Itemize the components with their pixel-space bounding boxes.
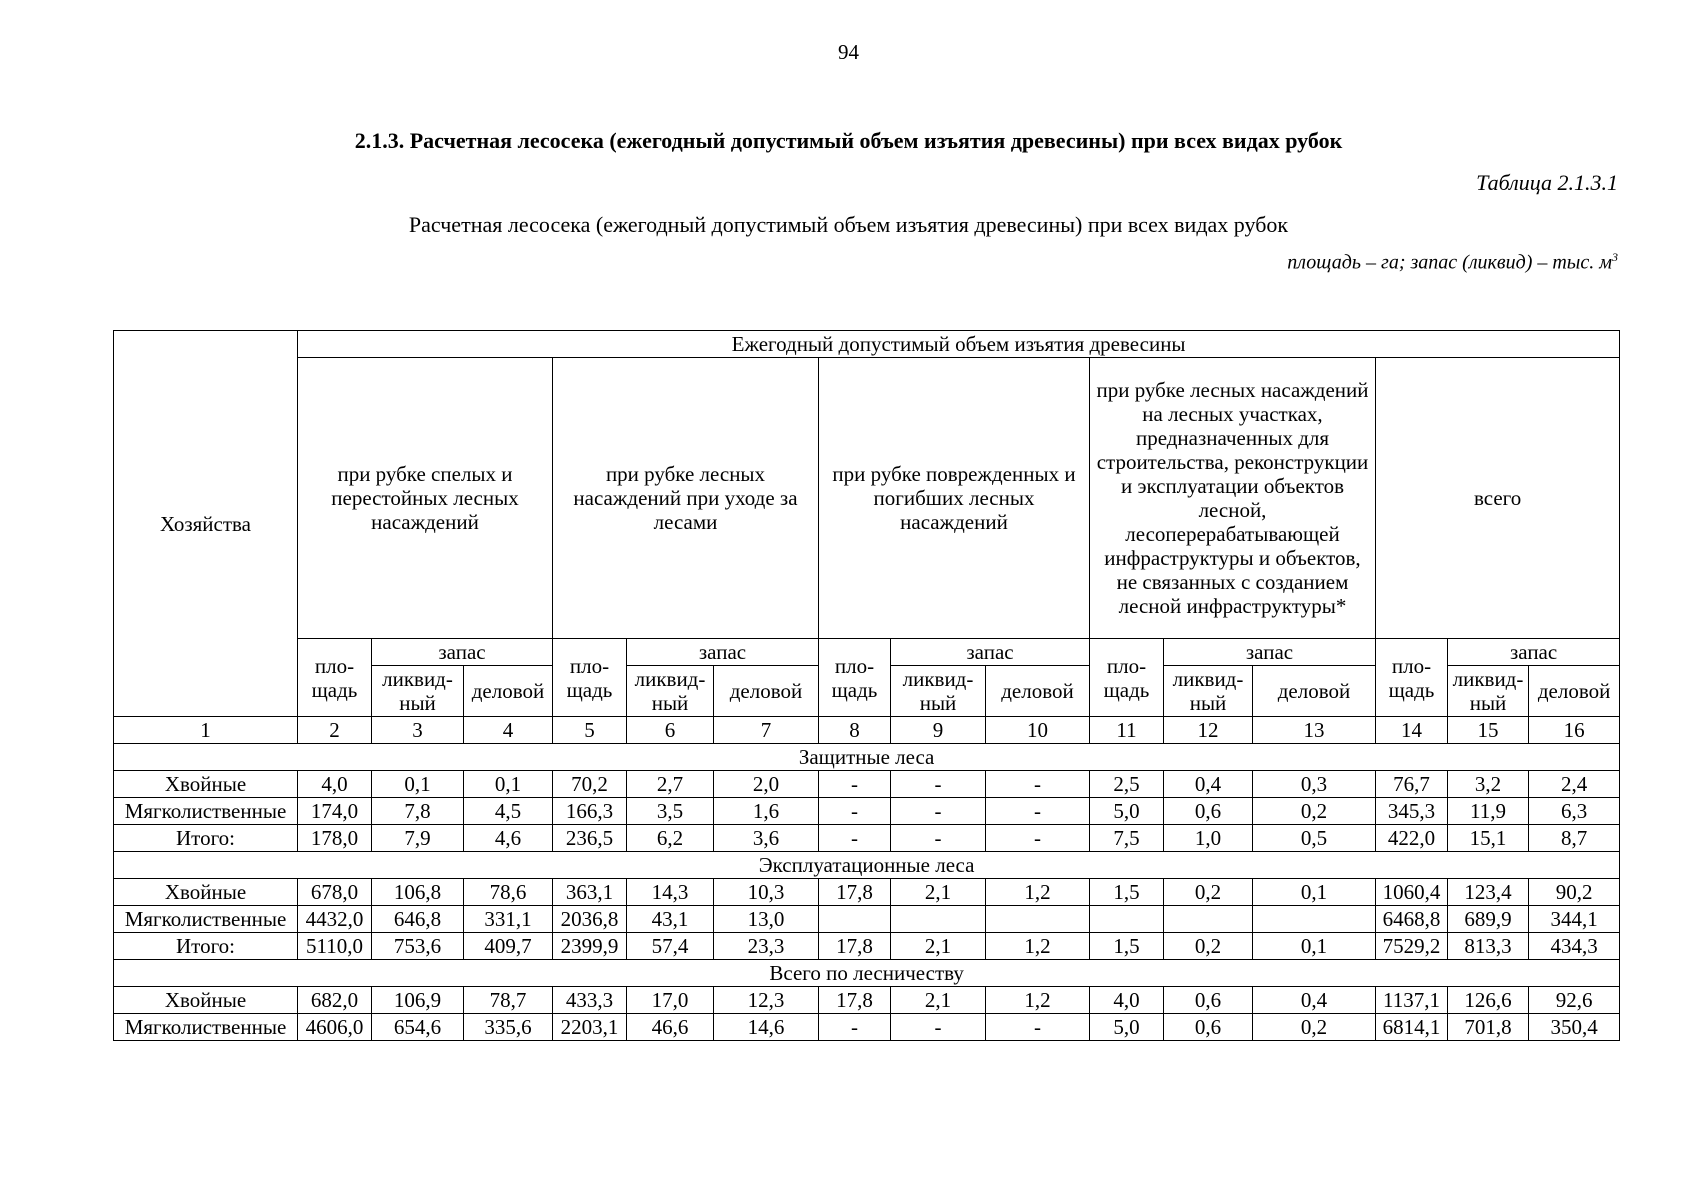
- column-number: 16: [1529, 717, 1620, 744]
- table-cell: 0,5: [1253, 825, 1376, 852]
- table-cell: 5110,0: [298, 933, 372, 960]
- row-label: Мягколиственные: [114, 906, 298, 933]
- table-row: [114, 825, 1620, 852]
- header-stock: запас: [891, 639, 1090, 666]
- table-cell: 78,6: [464, 879, 553, 906]
- table-cell: 409,7: [464, 933, 553, 960]
- row-label: Хвойные: [114, 879, 298, 906]
- table-body: [114, 744, 1620, 1041]
- section-row: [114, 744, 1620, 771]
- table-cell: 43,1: [627, 906, 714, 933]
- table-cell: 14,6: [714, 1014, 819, 1041]
- units-text: площадь – га; запас (ликвид) – тыс. м: [1287, 251, 1612, 274]
- table-cell: 0,3: [1253, 771, 1376, 798]
- table-cell: 106,9: [372, 987, 464, 1014]
- header-area: пло- щадь: [1376, 639, 1448, 717]
- column-number: 1: [114, 717, 298, 744]
- row-label: Итого:: [114, 825, 298, 852]
- table-cell: 2203,1: [553, 1014, 627, 1041]
- table-cell: 4432,0: [298, 906, 372, 933]
- header-liquid: ликвид- ный: [1164, 666, 1253, 717]
- table-row: [114, 906, 1620, 933]
- table-cell: 8,7: [1529, 825, 1620, 852]
- table-cell: 178,0: [298, 825, 372, 852]
- table-cell: 0,6: [1164, 798, 1253, 825]
- table-cell: -: [986, 798, 1090, 825]
- table-row: [114, 771, 1620, 798]
- table-cell: 7529,2: [1376, 933, 1448, 960]
- table-cell: 1,2: [986, 879, 1090, 906]
- table-cell: 2,0: [714, 771, 819, 798]
- table-cell: 92,6: [1529, 987, 1620, 1014]
- table-cell: 166,3: [553, 798, 627, 825]
- table-cell: 2399,9: [553, 933, 627, 960]
- table-cell: 6468,8: [1376, 906, 1448, 933]
- table-row: [114, 879, 1620, 906]
- table-cell: 90,2: [1529, 879, 1620, 906]
- table-cell: 13,0: [714, 906, 819, 933]
- header-liquid: ликвид- ный: [372, 666, 464, 717]
- table-cell: 350,4: [1529, 1014, 1620, 1041]
- table-cell: 434,3: [1529, 933, 1620, 960]
- table-cell: 1060,4: [1376, 879, 1448, 906]
- table-cell: 345,3: [1376, 798, 1448, 825]
- header-stock: запас: [372, 639, 553, 666]
- table-cell: 1,2: [986, 987, 1090, 1014]
- table-cell: 2036,8: [553, 906, 627, 933]
- header-stock: запас: [627, 639, 819, 666]
- column-number: 15: [1448, 717, 1529, 744]
- table-cell: 57,4: [627, 933, 714, 960]
- table-cell: 3,2: [1448, 771, 1529, 798]
- column-number: 3: [372, 717, 464, 744]
- table-cell: 6814,1: [1376, 1014, 1448, 1041]
- table-cell: 17,8: [819, 987, 891, 1014]
- table-cell: -: [891, 1014, 986, 1041]
- header-liquid: ликвид- ный: [891, 666, 986, 717]
- table-cell: 2,4: [1529, 771, 1620, 798]
- table-row: [114, 1014, 1620, 1041]
- table-cell: 331,1: [464, 906, 553, 933]
- column-number: 11: [1090, 717, 1164, 744]
- table-cell: 1,2: [986, 933, 1090, 960]
- table-cell: 2,7: [627, 771, 714, 798]
- table-cell: 7,5: [1090, 825, 1164, 852]
- table-cell: 76,7: [1376, 771, 1448, 798]
- table-cell: 0,2: [1164, 933, 1253, 960]
- section-row: [114, 852, 1620, 879]
- table-cell: 1,5: [1090, 879, 1164, 906]
- header-area: пло- щадь: [298, 639, 372, 717]
- table-cell: 701,8: [1448, 1014, 1529, 1041]
- table-cell: 1,5: [1090, 933, 1164, 960]
- table-cell: 11,9: [1448, 798, 1529, 825]
- table-cell: 654,6: [372, 1014, 464, 1041]
- allowable-cut-table: [113, 330, 1620, 1041]
- column-number: 6: [627, 717, 714, 744]
- table-cell: 3,6: [714, 825, 819, 852]
- table-cell: 1,0: [1164, 825, 1253, 852]
- table-cell: 174,0: [298, 798, 372, 825]
- table-cell: 17,8: [819, 879, 891, 906]
- table-cell: 5,0: [1090, 798, 1164, 825]
- table-cell: 0,4: [1253, 987, 1376, 1014]
- table-cell: 7,9: [372, 825, 464, 852]
- header-area: пло- щадь: [819, 639, 891, 717]
- page-number: 94: [838, 40, 859, 64]
- table-cell: 7,8: [372, 798, 464, 825]
- table-cell: 689,9: [1448, 906, 1529, 933]
- table-cell: 335,6: [464, 1014, 553, 1041]
- section-title: 2.1.3. Расчетная лесосека (ежегодный допустимый объем изъятия древесины) при всех видах рубок: [354, 128, 1343, 153]
- table-cell: -: [819, 771, 891, 798]
- table-cell: 682,0: [298, 987, 372, 1014]
- table-cell: 14,3: [627, 879, 714, 906]
- column-number: 9: [891, 717, 986, 744]
- row-label: Итого:: [114, 933, 298, 960]
- table-cell: 753,6: [372, 933, 464, 960]
- table-cell: -: [891, 798, 986, 825]
- table-cell: 344,1: [1529, 906, 1620, 933]
- header-area: пло- щадь: [1090, 639, 1164, 717]
- table-cell: 6,3: [1529, 798, 1620, 825]
- table-cell: 17,0: [627, 987, 714, 1014]
- header-commercial: деловой: [714, 666, 819, 717]
- section-row: [114, 960, 1620, 987]
- table-cell: -: [891, 771, 986, 798]
- table-cell: -: [986, 825, 1090, 852]
- header-commercial: деловой: [1529, 666, 1620, 717]
- table-cell: 2,5: [1090, 771, 1164, 798]
- table-cell: 4,5: [464, 798, 553, 825]
- table-cell: 433,3: [553, 987, 627, 1014]
- column-number: 8: [819, 717, 891, 744]
- table-cell: 3,5: [627, 798, 714, 825]
- table-cell: 126,6: [1448, 987, 1529, 1014]
- table-cell: 813,3: [1448, 933, 1529, 960]
- table-cell: [891, 906, 986, 933]
- table-cell: -: [986, 771, 1090, 798]
- column-number: 13: [1253, 717, 1376, 744]
- table-cell: 0,6: [1164, 987, 1253, 1014]
- units-superscript: 3: [1612, 250, 1618, 264]
- table-cell: 106,8: [372, 879, 464, 906]
- table-cell: 0,2: [1253, 1014, 1376, 1041]
- table-cell: 0,1: [1253, 879, 1376, 906]
- table-cell: -: [819, 825, 891, 852]
- units-note: [1287, 250, 1618, 275]
- section-title-cell: Эксплуатационные леса: [114, 852, 1620, 879]
- table-cell: 46,6: [627, 1014, 714, 1041]
- table-cell: 123,4: [1448, 879, 1529, 906]
- table-cell: [1090, 906, 1164, 933]
- table-caption: Расчетная лесосека (ежегодный допустимый объем изъятия древесины) при всех видах рубок: [408, 212, 1289, 237]
- table-cell: 70,2: [553, 771, 627, 798]
- table-cell: 10,3: [714, 879, 819, 906]
- row-label: Мягколиственные: [114, 1014, 298, 1041]
- header-group-construction: при рубке лесных насаждений на лесных участках, предназначенных для строительства, реконструкции и эксплуатации объектов лесной, лесоперерабатывающей инфраструктуры и объектов, не связанных с созданием лесной инфраструктуры*: [1090, 358, 1376, 639]
- table-cell: -: [891, 825, 986, 852]
- column-number: 7: [714, 717, 819, 744]
- header-commercial: деловой: [1253, 666, 1376, 717]
- table-cell: 0,1: [464, 771, 553, 798]
- header-annual-volume: Ежегодный допустимый объем изъятия древесины: [298, 331, 1620, 358]
- table-cell: 0,1: [372, 771, 464, 798]
- table-row: [114, 987, 1620, 1014]
- header-group-damaged: при рубке поврежденных и погибших лесных насаждений: [819, 358, 1090, 639]
- table-cell: 236,5: [553, 825, 627, 852]
- header-commercial: деловой: [986, 666, 1090, 717]
- table-cell: 363,1: [553, 879, 627, 906]
- table-cell: 4,6: [464, 825, 553, 852]
- column-number: 5: [553, 717, 627, 744]
- column-number: 14: [1376, 717, 1448, 744]
- table-cell: 15,1: [1448, 825, 1529, 852]
- row-label: Мягколиственные: [114, 798, 298, 825]
- table-cell: 1137,1: [1376, 987, 1448, 1014]
- table-cell: 1,6: [714, 798, 819, 825]
- row-label: Хвойные: [114, 987, 298, 1014]
- column-number: 4: [464, 717, 553, 744]
- table-cell: -: [819, 798, 891, 825]
- table-cell: -: [986, 1014, 1090, 1041]
- header-liquid: ликвид- ный: [627, 666, 714, 717]
- table-row: [114, 933, 1620, 960]
- table-cell: 0,2: [1164, 879, 1253, 906]
- table-cell: [819, 906, 891, 933]
- table-cell: 12,3: [714, 987, 819, 1014]
- table-cell: 78,7: [464, 987, 553, 1014]
- table-cell: 4606,0: [298, 1014, 372, 1041]
- table-cell: -: [819, 1014, 891, 1041]
- section-title-cell: Защитные леса: [114, 744, 1620, 771]
- table-cell: 646,8: [372, 906, 464, 933]
- table-cell: 0,4: [1164, 771, 1253, 798]
- column-number: 2: [298, 717, 372, 744]
- row-label: Хвойные: [114, 771, 298, 798]
- header-area: пло- щадь: [553, 639, 627, 717]
- header-group-mature: при рубке спелых и перестойных лесных насаждений: [298, 358, 553, 639]
- table-cell: 2,1: [891, 987, 986, 1014]
- section-title-cell: Всего по лесничеству: [114, 960, 1620, 987]
- table-cell: 6,2: [627, 825, 714, 852]
- header-commercial: деловой: [464, 666, 553, 717]
- table-row: [114, 798, 1620, 825]
- column-number-row: [114, 717, 1620, 744]
- table-cell: [986, 906, 1090, 933]
- table-cell: 678,0: [298, 879, 372, 906]
- table-cell: [1164, 906, 1253, 933]
- table-cell: [1253, 906, 1376, 933]
- header-stock-row: [114, 639, 1620, 666]
- header-liquid: ликвид- ный: [1448, 666, 1529, 717]
- table-number: Таблица 2.1.3.1: [1476, 170, 1618, 195]
- table-cell: 2,1: [891, 933, 986, 960]
- table-cell: 0,2: [1253, 798, 1376, 825]
- table-cell: 2,1: [891, 879, 986, 906]
- column-number: 10: [986, 717, 1090, 744]
- table-cell: 4,0: [298, 771, 372, 798]
- header-group-total: всего: [1376, 358, 1620, 639]
- table-cell: 23,3: [714, 933, 819, 960]
- table-cell: 0,6: [1164, 1014, 1253, 1041]
- column-number: 12: [1164, 717, 1253, 744]
- header-group-thinning: при рубке лесных насаждений при уходе за лесами: [553, 358, 819, 639]
- header-stock: запас: [1164, 639, 1376, 666]
- header-farms: Хозяйства: [114, 331, 298, 717]
- table-cell: 5,0: [1090, 1014, 1164, 1041]
- table-cell: 4,0: [1090, 987, 1164, 1014]
- table-cell: 422,0: [1376, 825, 1448, 852]
- header-stock: запас: [1448, 639, 1620, 666]
- table-cell: 0,1: [1253, 933, 1376, 960]
- table-cell: 17,8: [819, 933, 891, 960]
